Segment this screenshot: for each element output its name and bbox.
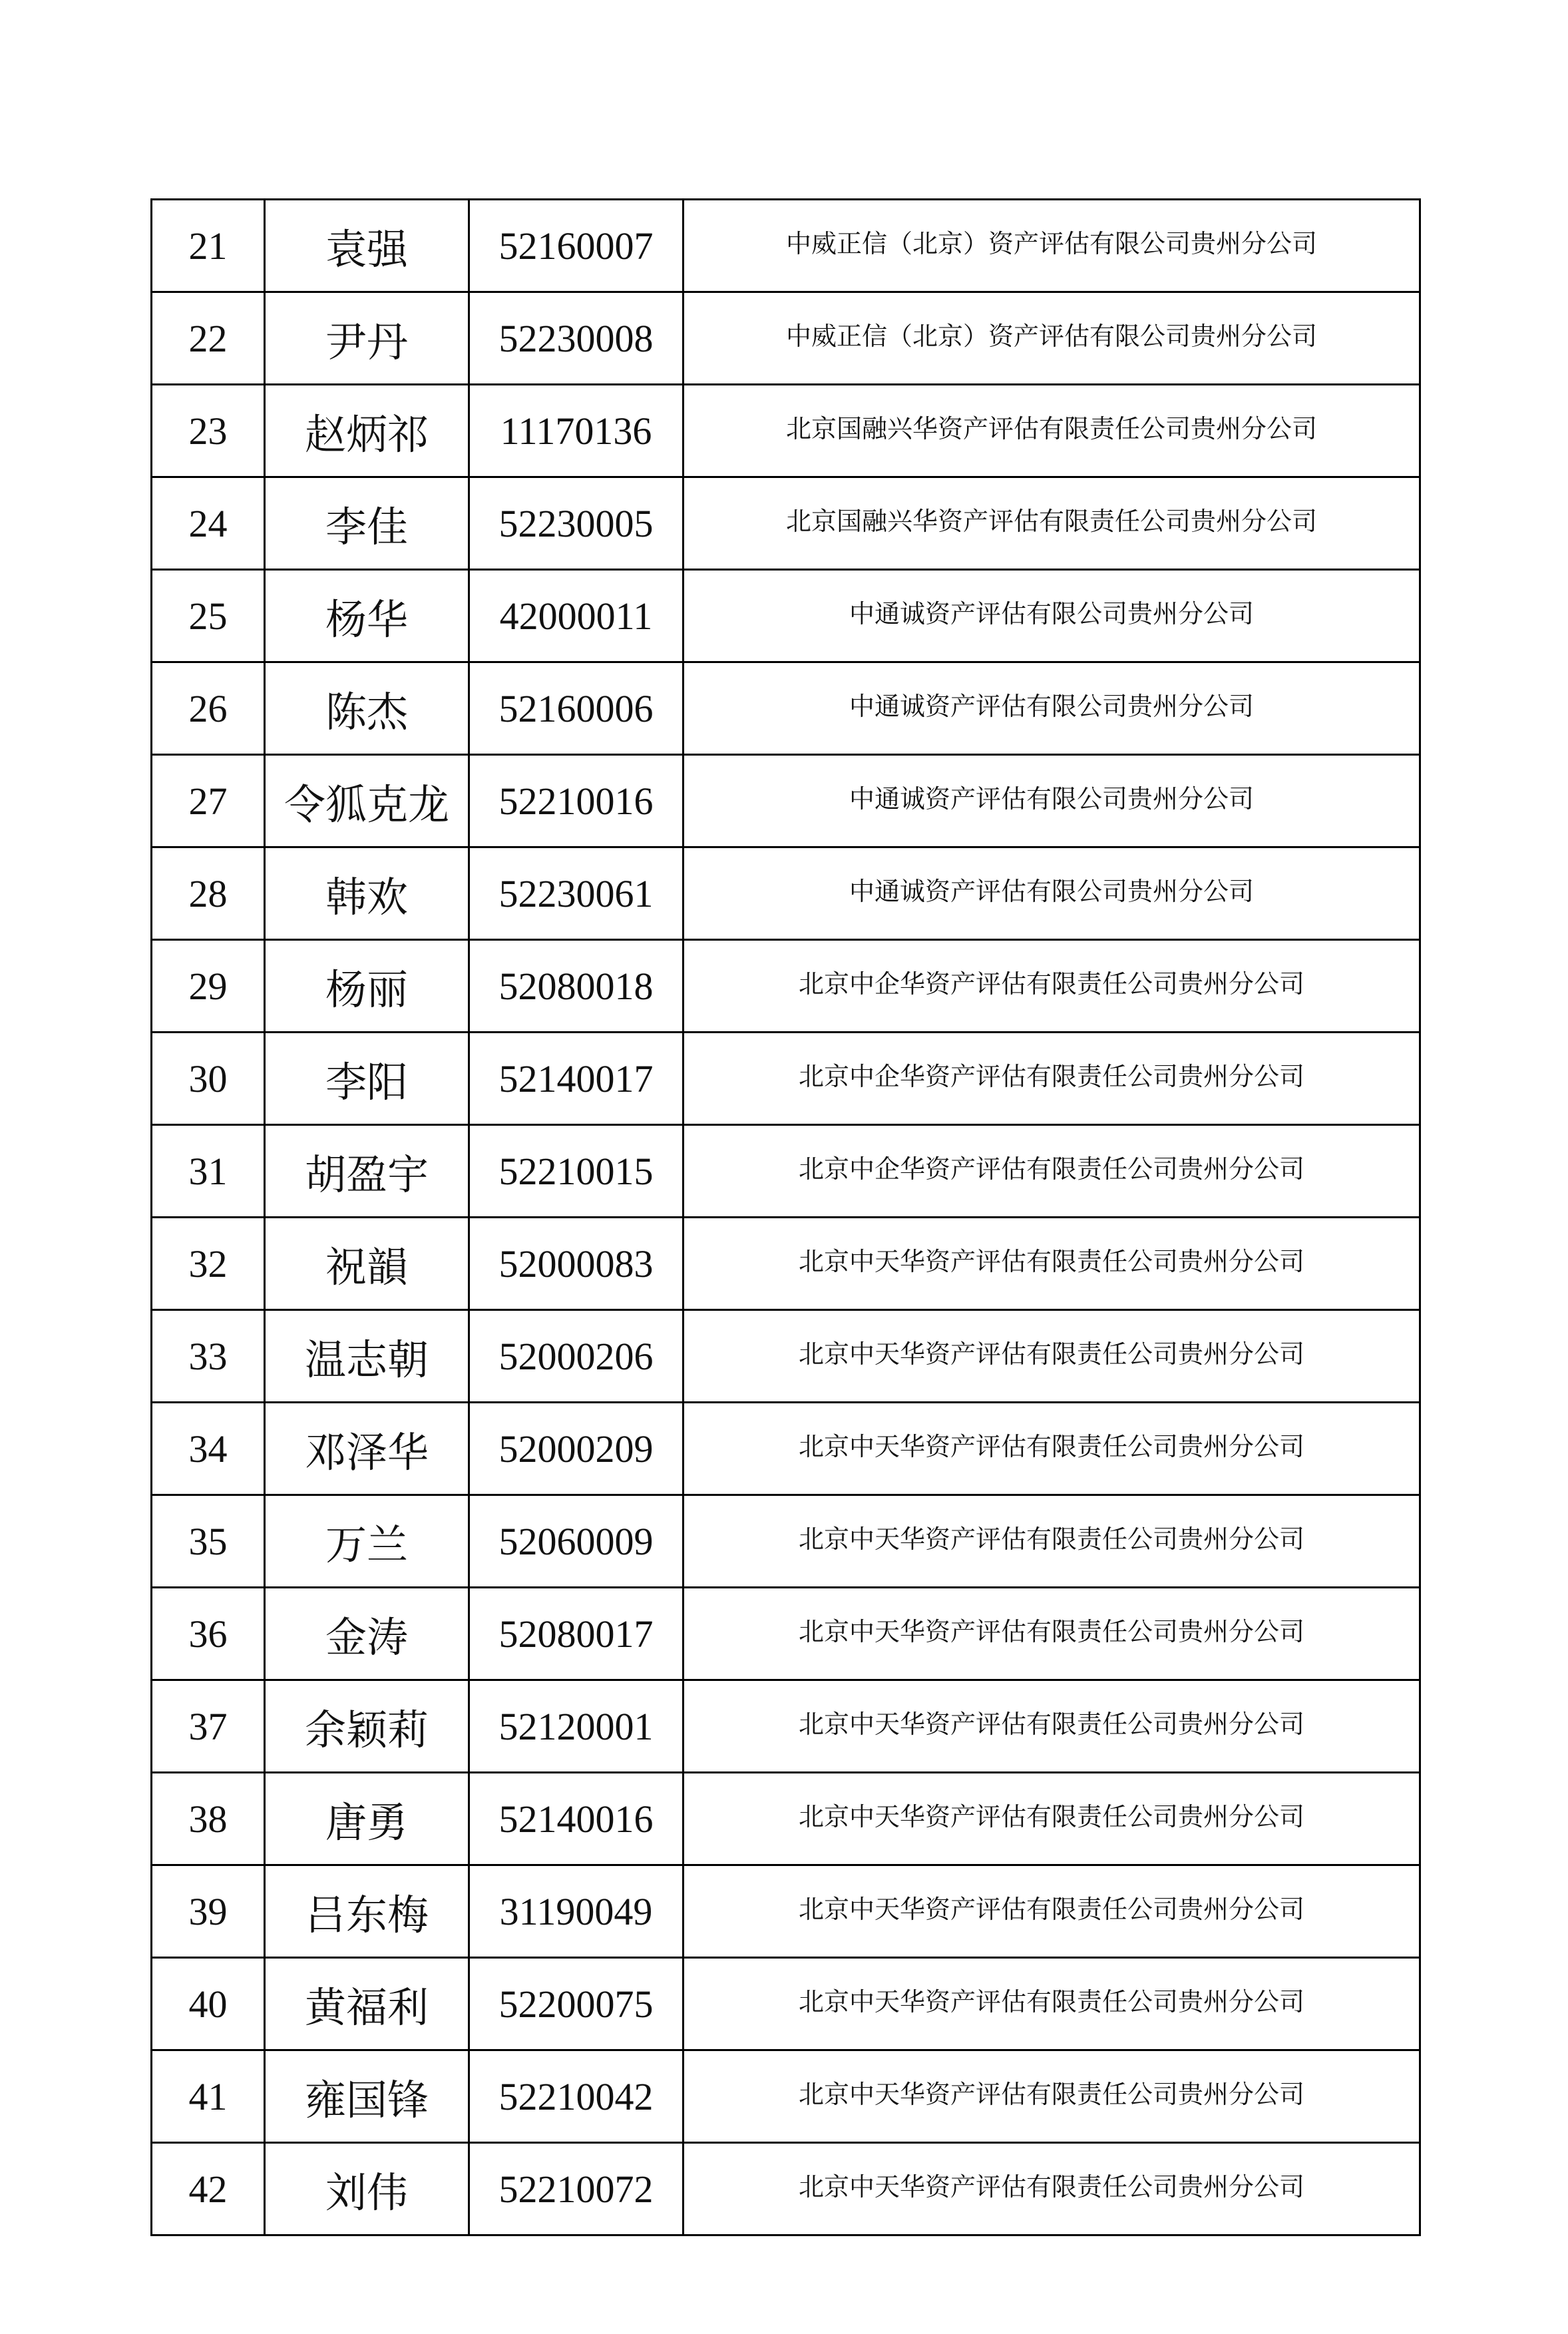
seq-cell: 27: [152, 755, 265, 847]
table-row: [152, 662, 1420, 755]
cert-number-cell: 52080017: [469, 1588, 684, 1680]
seq-cell: 23: [152, 385, 265, 477]
cert-number-cell: 52120001: [469, 1680, 684, 1773]
seq-cell: 38: [152, 1773, 265, 1865]
cert-number-cell: 52160006: [469, 662, 684, 755]
cert-number-cell: 52200075: [469, 1958, 684, 2050]
organization-cell: 北京中天华资产评估有限责任公司贵州分公司: [684, 1310, 1420, 1403]
name-cell: 袁强: [265, 200, 469, 292]
organization-cell: 北京中天华资产评估有限责任公司贵州分公司: [684, 2050, 1420, 2143]
seq-cell: 32: [152, 1218, 265, 1310]
seq-cell: 40: [152, 1958, 265, 2050]
name-cell: 胡盈宇: [265, 1125, 469, 1218]
organization-cell: 北京中天华资产评估有限责任公司贵州分公司: [684, 1403, 1420, 1495]
name-cell: 杨丽: [265, 940, 469, 1033]
table-row: [152, 385, 1420, 477]
seq-cell: 29: [152, 940, 265, 1033]
cert-number-cell: 52080018: [469, 940, 684, 1033]
cert-number-cell: 52060009: [469, 1495, 684, 1588]
cert-number-cell: 52210072: [469, 2143, 684, 2235]
cert-number-cell: 52140017: [469, 1033, 684, 1125]
cert-number-cell: 52000209: [469, 1403, 684, 1495]
organization-cell: 北京中天华资产评估有限责任公司贵州分公司: [684, 1865, 1420, 1958]
table-row: [152, 2143, 1420, 2235]
cert-number-cell: 31190049: [469, 1865, 684, 1958]
organization-cell: 北京国融兴华资产评估有限责任公司贵州分公司: [684, 385, 1420, 477]
seq-cell: 42: [152, 2143, 265, 2235]
table-row: [152, 940, 1420, 1033]
seq-cell: 35: [152, 1495, 265, 1588]
cert-number-cell: 52230008: [469, 292, 684, 385]
cert-number-cell: 52230061: [469, 847, 684, 940]
seq-cell: 39: [152, 1865, 265, 1958]
appraiser-table-body: [152, 200, 1420, 2235]
name-cell: 黄福利: [265, 1958, 469, 2050]
name-cell: 金涛: [265, 1588, 469, 1680]
appraiser-table: [150, 198, 1421, 2236]
organization-cell: 北京中天华资产评估有限责任公司贵州分公司: [684, 1958, 1420, 2050]
organization-cell: 北京中企华资产评估有限责任公司贵州分公司: [684, 1033, 1420, 1125]
seq-cell: 30: [152, 1033, 265, 1125]
seq-cell: 36: [152, 1588, 265, 1680]
name-cell: 温志朝: [265, 1310, 469, 1403]
table-row: [152, 1403, 1420, 1495]
cert-number-cell: 11170136: [469, 385, 684, 477]
seq-cell: 31: [152, 1125, 265, 1218]
seq-cell: 28: [152, 847, 265, 940]
name-cell: 令狐克龙: [265, 755, 469, 847]
organization-cell: 北京中天华资产评估有限责任公司贵州分公司: [684, 2143, 1420, 2235]
organization-cell: 中威正信（北京）资产评估有限公司贵州分公司: [684, 292, 1420, 385]
table-row: [152, 1310, 1420, 1403]
name-cell: 韩欢: [265, 847, 469, 940]
organization-cell: 中通诚资产评估有限公司贵州分公司: [684, 755, 1420, 847]
seq-cell: 25: [152, 570, 265, 662]
name-cell: 杨华: [265, 570, 469, 662]
name-cell: 赵炳祁: [265, 385, 469, 477]
name-cell: 唐勇: [265, 1773, 469, 1865]
organization-cell: 北京中天华资产评估有限责任公司贵州分公司: [684, 1680, 1420, 1773]
organization-cell: 北京国融兴华资产评估有限责任公司贵州分公司: [684, 477, 1420, 570]
table-row: [152, 847, 1420, 940]
organization-cell: 中通诚资产评估有限公司贵州分公司: [684, 847, 1420, 940]
organization-cell: 北京中企华资产评估有限责任公司贵州分公司: [684, 940, 1420, 1033]
table-row: [152, 200, 1420, 292]
cert-number-cell: 52210016: [469, 755, 684, 847]
seq-cell: 34: [152, 1403, 265, 1495]
cert-number-cell: 52230005: [469, 477, 684, 570]
name-cell: 万兰: [265, 1495, 469, 1588]
table-row: [152, 477, 1420, 570]
name-cell: 祝韻: [265, 1218, 469, 1310]
cert-number-cell: 52210042: [469, 2050, 684, 2143]
seq-cell: 24: [152, 477, 265, 570]
seq-cell: 37: [152, 1680, 265, 1773]
organization-cell: 北京中天华资产评估有限责任公司贵州分公司: [684, 1218, 1420, 1310]
name-cell: 刘伟: [265, 2143, 469, 2235]
cert-number-cell: 52000083: [469, 1218, 684, 1310]
cert-number-cell: 42000011: [469, 570, 684, 662]
table-row: [152, 2050, 1420, 2143]
name-cell: 余颖莉: [265, 1680, 469, 1773]
organization-cell: 北京中天华资产评估有限责任公司贵州分公司: [684, 1773, 1420, 1865]
name-cell: 吕东梅: [265, 1865, 469, 1958]
cert-number-cell: 52140016: [469, 1773, 684, 1865]
table-row: [152, 1033, 1420, 1125]
name-cell: 陈杰: [265, 662, 469, 755]
name-cell: 李佳: [265, 477, 469, 570]
name-cell: 尹丹: [265, 292, 469, 385]
table-row: [152, 1958, 1420, 2050]
organization-cell: 中威正信（北京）资产评估有限公司贵州分公司: [684, 200, 1420, 292]
organization-cell: 北京中企华资产评估有限责任公司贵州分公司: [684, 1125, 1420, 1218]
organization-cell: 北京中天华资产评估有限责任公司贵州分公司: [684, 1588, 1420, 1680]
cert-number-cell: 52000206: [469, 1310, 684, 1403]
table-row: [152, 292, 1420, 385]
seq-cell: 26: [152, 662, 265, 755]
table-row: [152, 755, 1420, 847]
table-row: [152, 1218, 1420, 1310]
table-row: [152, 570, 1420, 662]
name-cell: 邓泽华: [265, 1403, 469, 1495]
seq-cell: 21: [152, 200, 265, 292]
table-row: [152, 1588, 1420, 1680]
seq-cell: 33: [152, 1310, 265, 1403]
cert-number-cell: 52160007: [469, 200, 684, 292]
organization-cell: 中通诚资产评估有限公司贵州分公司: [684, 570, 1420, 662]
table-row: [152, 1773, 1420, 1865]
name-cell: 李阳: [265, 1033, 469, 1125]
table-row: [152, 1680, 1420, 1773]
organization-cell: 中通诚资产评估有限公司贵州分公司: [684, 662, 1420, 755]
name-cell: 雍国锋: [265, 2050, 469, 2143]
table-row: [152, 1495, 1420, 1588]
organization-cell: 北京中天华资产评估有限责任公司贵州分公司: [684, 1495, 1420, 1588]
seq-cell: 22: [152, 292, 265, 385]
cert-number-cell: 52210015: [469, 1125, 684, 1218]
table-row: [152, 1125, 1420, 1218]
table-row: [152, 1865, 1420, 1958]
seq-cell: 41: [152, 2050, 265, 2143]
